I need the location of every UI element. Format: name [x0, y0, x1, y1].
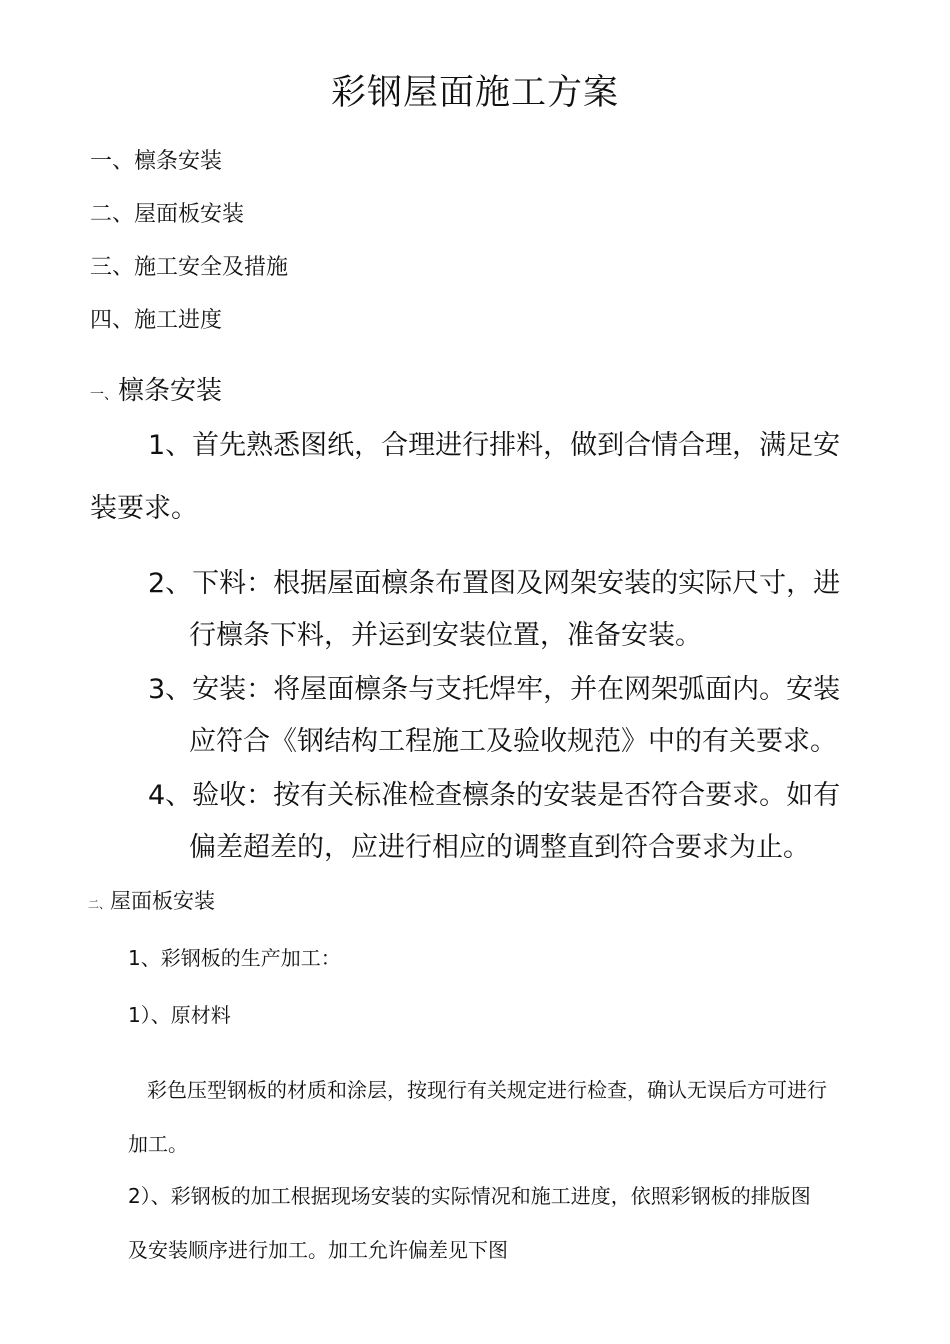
section-2-heading	[88, 891, 215, 912]
section-1-label: 檩条安装	[118, 376, 223, 406]
toc-item-2: 二、屋面板安装	[90, 202, 245, 227]
section-1-number: 一、	[90, 387, 118, 403]
section-1-item-1-line-1: 1、首先熟悉图纸，合理进行排料，做到合情合理，满足安	[148, 430, 841, 461]
toc-item-1: 一、檩条安装	[90, 149, 223, 174]
toc-item-3: 三、施工安全及措施	[90, 255, 289, 280]
page-title: 彩钢屋面施工方案	[330, 73, 619, 113]
section-1-item-3-line-1: 3、安装：将屋面檩条与支托焊牢，并在网架弧面内。安装	[148, 674, 841, 705]
section-1-item-2-line-2: 行檩条下料，并运到安装位置，准备安装。	[189, 620, 702, 651]
section-2-subitem-1: 1）、原材料	[128, 1003, 231, 1027]
toc-item-4: 四、施工进度	[90, 308, 223, 333]
section-1-item-1-line-2: 装要求。	[90, 493, 198, 524]
section-1-item-2-line-1: 2、下料：根据屋面檩条布置图及网架安装的实际尺寸，进	[148, 568, 841, 599]
section-2-subitem-2-line-2: 及安装顺序进行加工。加工允许偏差见下图	[128, 1238, 508, 1262]
section-2-subitem-2-line-1: 2）、彩钢板的加工根据现场安装的实际情况和施工进度，依照彩钢板的排版图	[128, 1184, 811, 1208]
section-2-paragraph-line-2: 加工。	[128, 1132, 188, 1156]
section-2-paragraph-line-1: 彩色压型钢板的材质和涂层，按现行有关规定进行检查，确认无误后方可进行	[147, 1078, 827, 1102]
section-2-subheading-1: 1、彩钢板的生产加工：	[128, 946, 341, 970]
section-1-item-3-line-2: 应符合《钢结构工程施工及验收规范》中的有关要求。	[189, 726, 837, 757]
section-2-number: 二、	[88, 898, 110, 911]
section-1-item-4-line-1: 4、验收：按有关标准检查檩条的安装是否符合要求。如有	[148, 780, 841, 811]
section-2-label: 屋面板安装	[110, 889, 215, 913]
section-1-item-4-line-2: 偏差超差的，应进行相应的调整直到符合要求为止。	[189, 832, 810, 863]
section-1-heading	[90, 378, 222, 404]
